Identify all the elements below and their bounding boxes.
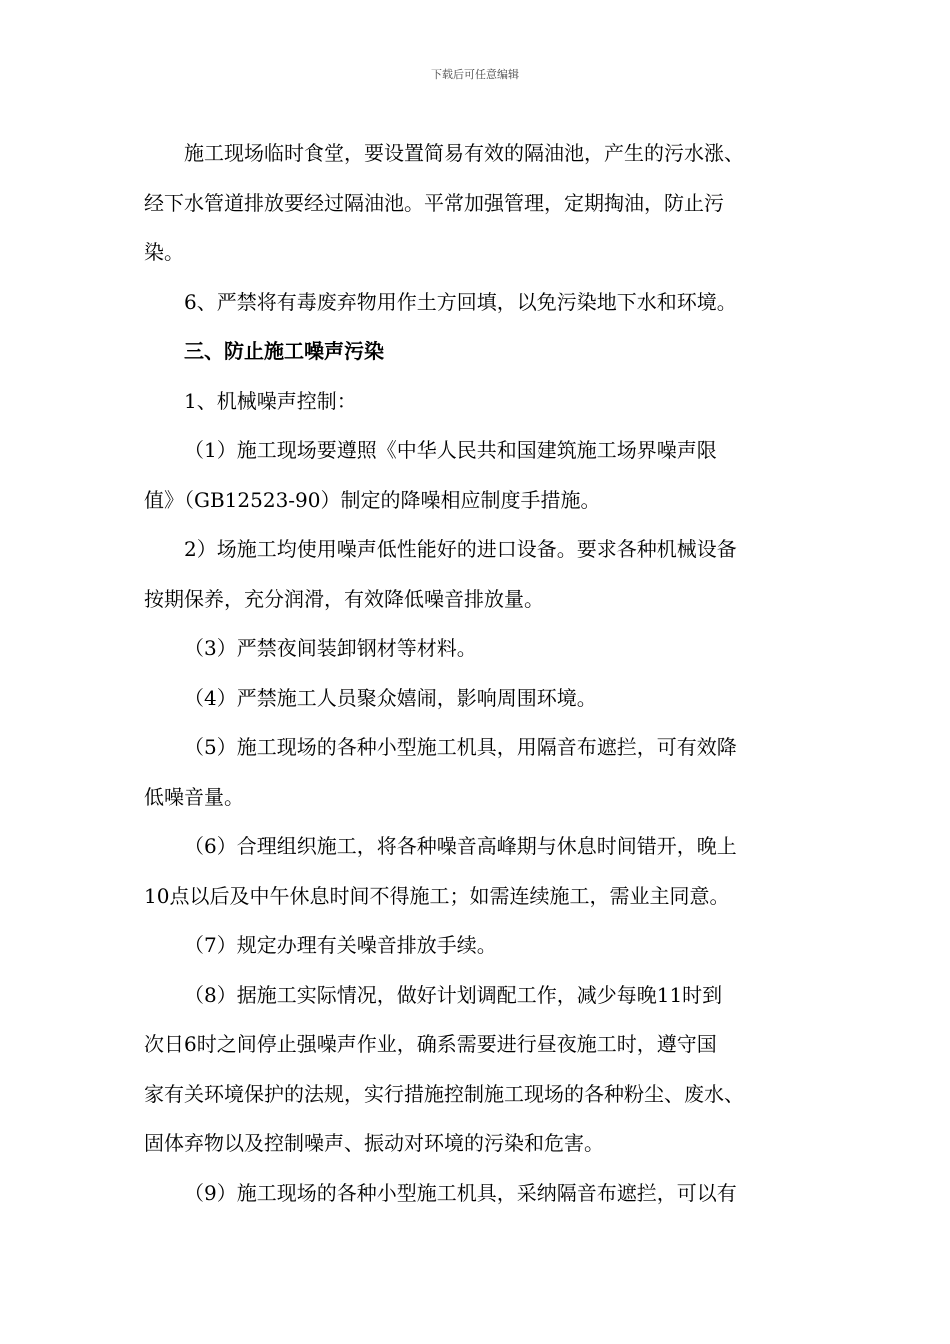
paragraph-line: 经下水管道排放要经过隔油池。平常加强管理，定期掏油，防止污 (144, 190, 724, 215)
paragraph-line: 1、机械噪声控制： (184, 388, 357, 413)
paragraph-line: （1）施工现场要遵照《中华人民共和国建筑施工场界噪声限 (184, 438, 717, 462)
paragraph-line: （6）合理组织施工，将各种噪音高峰期与休息时间错开，晚上 (184, 834, 737, 858)
paragraph-line: 固体弃物以及控制噪声、振动对环境的污染和危害。 (144, 1131, 604, 1155)
paragraph-line: 低噪音量。 (144, 784, 244, 809)
paragraph-line: （4）严禁施工人员聚众嬉闹，影响周围环境。 (184, 685, 597, 710)
paragraph-line: 三、防止施工噪声污染 (184, 339, 384, 363)
paragraph-line: 施工现场临时食堂，要设置简易有效的隔油池，产生的污水涨、 (184, 141, 744, 165)
paragraph-line: （5）施工现场的各种小型施工机具，用隔音布遮拦，可有效降 (184, 735, 737, 759)
paragraph-line: 10点以后及中午休息时间不得施工；如需连续施工，需业主同意。 (144, 883, 730, 908)
document-body (144, 129, 814, 1218)
paragraph-line: 家有关环境保护的法规，实行措施控制施工现场的各种粉尘、废水、 (144, 1081, 744, 1106)
section-heading (144, 327, 814, 377)
paragraph-line: （3）严禁夜间装卸钢材等材料。 (184, 636, 477, 660)
paragraph (144, 822, 814, 921)
paragraph-line: 2）场施工均使用噪声低性能好的进口设备。要求各种机械设备 (184, 537, 737, 561)
paragraph-line: （8）据施工实际情况，做好计划调配工作，减少每晚11时到 (184, 982, 723, 1007)
page-header: 下载后可任意编辑 (431, 68, 519, 81)
paragraph (144, 921, 814, 971)
paragraph (144, 377, 814, 427)
paragraph-line: 按期保养，充分润滑，有效降低噪音排放量。 (144, 586, 544, 611)
paragraph-line: 值》（GB12523-90）制定的降噪相应制度手措施。 (144, 487, 601, 512)
paragraph (144, 1169, 814, 1219)
paragraph-line: （9）施工现场的各种小型施工机具，采纳隔音布遮拦，可以有 (184, 1180, 737, 1205)
paragraph-line: 6、严禁将有毒废弃物用作土方回填，以免污染地下水和环境。 (184, 289, 737, 314)
paragraph-line: 染。 (144, 240, 184, 264)
paragraph (144, 278, 814, 328)
paragraph (144, 129, 814, 278)
paragraph-line: （7）规定办理有关噪音排放手续。 (184, 933, 497, 957)
paragraph (144, 971, 814, 1169)
paragraph-line: 次日6时之间停止强噪声作业，确系需要进行昼夜施工时，遵守国 (144, 1032, 717, 1056)
paragraph (144, 624, 814, 674)
paragraph (144, 525, 814, 624)
paragraph (144, 426, 814, 525)
paragraph (144, 674, 814, 724)
paragraph (144, 723, 814, 822)
